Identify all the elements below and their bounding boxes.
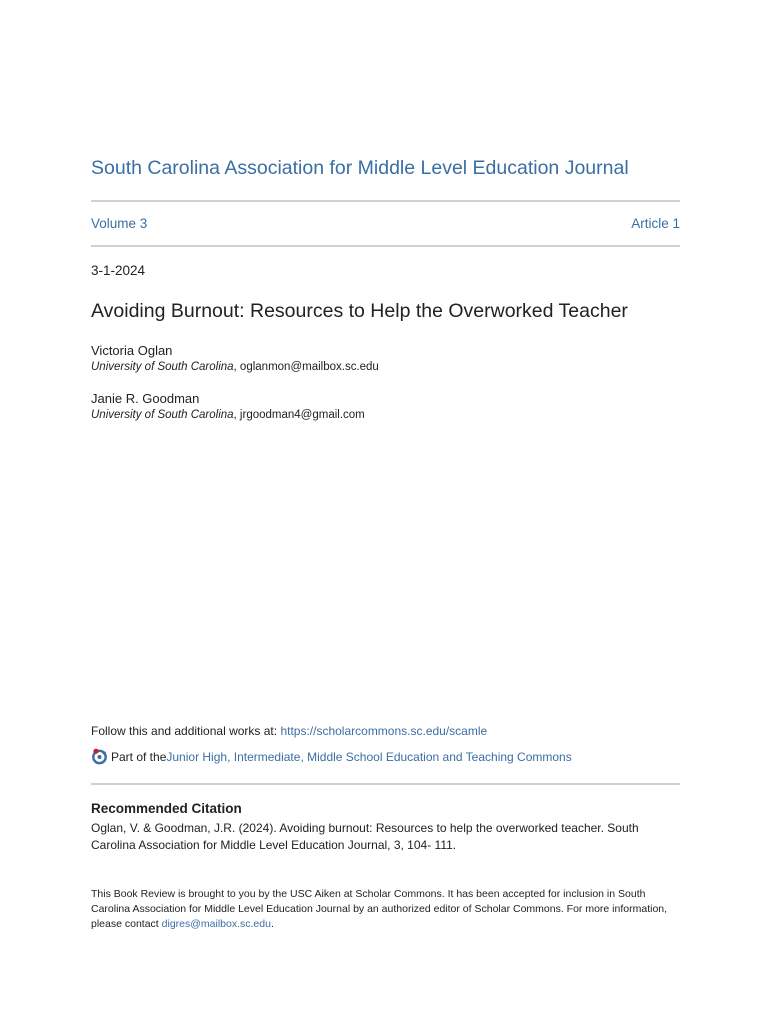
contact-email-link[interactable]: digres@mailbox.sc.edu [161, 918, 271, 930]
part-of-line [91, 748, 572, 765]
author-email: , jrgoodman4@gmail.com [233, 409, 365, 421]
network-commons-icon [91, 748, 108, 765]
author-block [91, 342, 681, 375]
author-email: , oglanmon@mailbox.sc.edu [233, 361, 379, 373]
footer-text: This Book Review is brought to you by the USC Aiken at Scholar Commons. It has been accepted for inclusion in South Carolina Association for Middle Level Education Journal by an authorized editor of Scholar Commons. For more information, please contact [91, 888, 668, 930]
footer-note [91, 887, 681, 932]
volume-link[interactable]: Volume 3 [91, 216, 148, 231]
part-of-prefix: Part of the [111, 749, 167, 764]
author-name: Janie R. Goodman [91, 391, 200, 406]
journal-title[interactable]: South Carolina Association for Middle Level Education Journal [91, 157, 629, 179]
recommended-citation-text: Oglan, V. & Goodman, J.R. (2024). Avoiding burnout: Resources to help the overworked teacher. South Carolina Association for Middle Level Education Journal, 3, 104- 111. [91, 821, 639, 852]
author-institution: University of South Carolina [91, 361, 234, 373]
scholar-commons-link[interactable]: https://scholarcommons.sc.edu/scamle [280, 724, 488, 738]
author-name: Victoria Oglan [91, 343, 173, 358]
footer-end: . [270, 918, 274, 930]
article-title: Avoiding Burnout: Resources to Help the Overworked Teacher [91, 300, 628, 322]
article-link[interactable]: Article 1 [631, 216, 680, 231]
author-institution: University of South Carolina [91, 409, 234, 421]
commons-discipline-link[interactable]: Junior High, Intermediate, Middle School Education and Teaching Commons [166, 749, 572, 764]
follow-line [91, 724, 487, 738]
follow-prefix: Follow this and additional works at: [91, 724, 281, 738]
divider [91, 245, 680, 247]
publication-date: 3-1-2024 [91, 263, 146, 278]
divider [91, 783, 680, 785]
author-affiliation [91, 407, 681, 423]
author-affiliation [91, 359, 681, 375]
divider [91, 200, 680, 202]
author-block [91, 390, 681, 423]
recommended-citation-heading: Recommended Citation [91, 801, 242, 816]
